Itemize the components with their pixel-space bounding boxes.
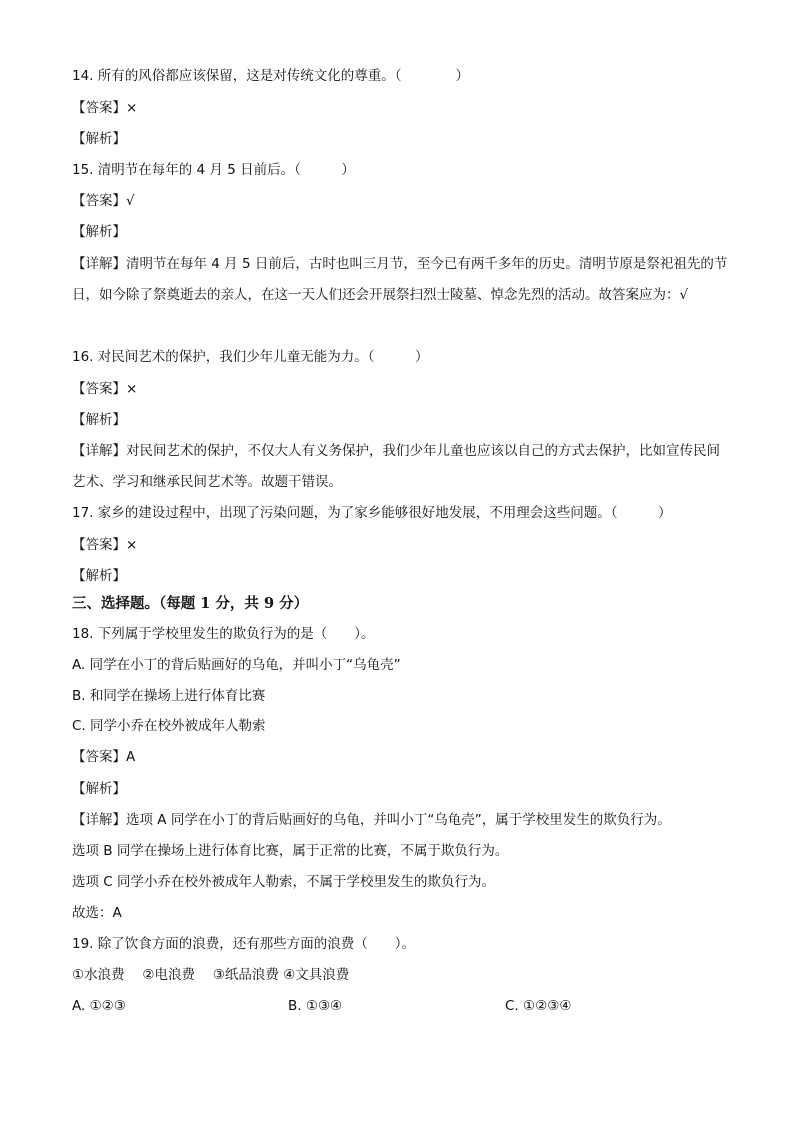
question-19-option-a: A. ①②③	[72, 998, 126, 1014]
question-16: 16. 对民间艺术的保护，我们少年儿童无能为力。（ ）	[72, 349, 429, 365]
question-17: 17. 家乡的建设过程中，出现了污染问题，为了家乡能够很好地发展，不用理会这些问题。（ ）	[72, 505, 672, 521]
detail-18-b: 选项 B 同学在操场上进行体育比赛，属于正常的比赛，不属于欺负行为。	[72, 843, 509, 859]
analysis-16: 【解析】	[72, 412, 126, 428]
choice-18: 故选：A	[72, 905, 122, 921]
answer-15: 【答案】√	[72, 193, 135, 209]
question-18-option-a: A. 同学在小丁的背后贴画好的乌龟，并叫小丁“乌龟壳”	[72, 657, 401, 673]
detail-16: 【详解】对民间艺术的保护，不仅大人有义务保护，我们少年儿童也应该以自己的方式去保护，比如宣传民间艺术、学习和继承民间艺术等。故题干错误。	[72, 443, 720, 490]
question-18-option-c: C. 同学小乔在校外被成年人勒索	[72, 718, 266, 734]
section-heading-choice: 三、选择题。（每题 1 分，共 9 分）	[72, 595, 309, 612]
question-18: 18. 下列属于学校里发生的欺负行为的是（ ）。	[72, 626, 375, 642]
question-19: 19. 除了饮食方面的浪费，还有那些方面的浪费（ ）。	[72, 936, 416, 952]
question-14: 14. 所有的风俗都应该保留，这是对传统文化的尊重。（ ）	[72, 68, 470, 84]
detail-18-c: 选项 C 同学小乔在校外被成年人勒索，不属于学校里发生的欺负行为。	[72, 874, 496, 890]
question-19-items: ①水浪费 ②电浪费 ③纸品浪费 ④文具浪费	[72, 967, 350, 983]
analysis-18: 【解析】	[72, 781, 126, 797]
answer-18: 【答案】A	[72, 749, 136, 765]
answer-16: 【答案】×	[72, 381, 138, 397]
detail-15: 【详解】清明节在每年 4 月 5 日前后，古时也叫三月节，至今已有两千多年的历史。清明节原是祭祀祖先的节日，如今除了祭奠逝去的亲人，在这一天人们还会开展祭扫烈士陵墓、悼念先烈的活动。故答案应为：√	[72, 256, 728, 303]
analysis-15: 【解析】	[72, 224, 126, 240]
analysis-17: 【解析】	[72, 568, 126, 584]
question-19-option-b: B. ①③④	[288, 998, 343, 1014]
question-18-option-b: B. 和同学在操场上进行体育比赛	[72, 688, 266, 704]
detail-18-a: 【详解】选项 A 同学在小丁的背后贴画好的乌龟，并叫小丁“乌龟壳”，属于学校里发生的欺负行为。	[72, 812, 671, 828]
question-19-option-c: C. ①②③④	[505, 998, 572, 1014]
answer-17: 【答案】×	[72, 537, 138, 553]
answer-14: 【答案】×	[72, 100, 138, 116]
analysis-14: 【解析】	[72, 131, 126, 147]
question-15: 15. 清明节在每年的 4 月 5 日前后。（ ）	[72, 162, 355, 178]
